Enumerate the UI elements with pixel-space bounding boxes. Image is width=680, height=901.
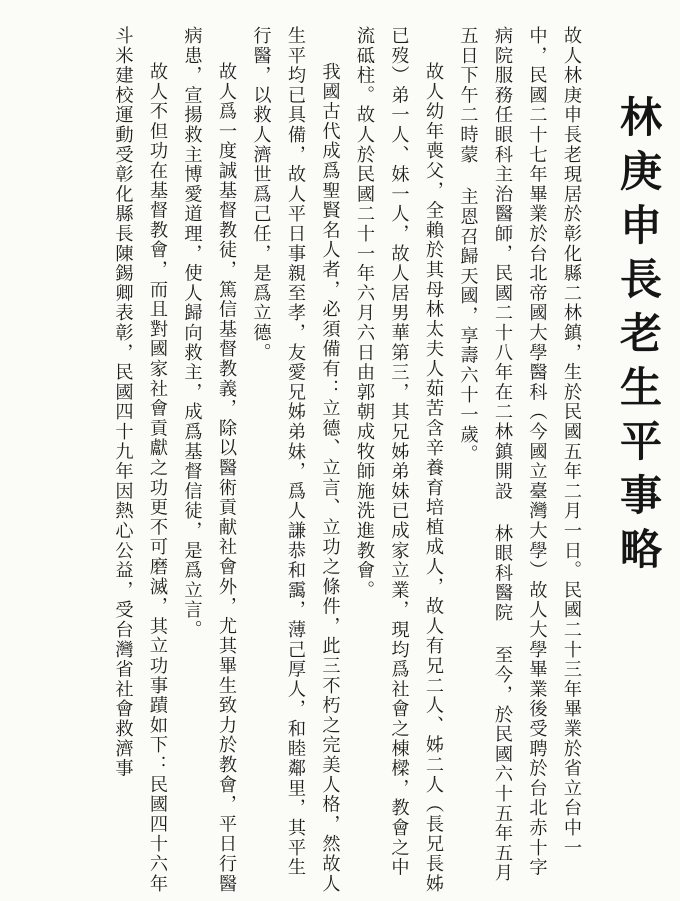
paragraph-family: 故人幼年喪父，全賴於其母林太夫人茹苦含辛養育培植成人，故人有兄二人、姊二人（長兄長姊已歿）弟一人、妹一人，故人居男華第三，其兄姊弟妹已成家立業，現均爲社會之棟樑，教會之中流砥柱。故人於民國二十一年六月六日由郭朝成牧師施洗進教會。: [354, 26, 444, 894]
document-title: 林庚申長老生平事略: [614, 95, 663, 581]
paragraph-virtue: 我國古代成爲聖賢名人者，必須備有：立德、立言、立功之條件，此三不朽之完美人格，然故人生平均已具備，故人平日事親至孝，友愛兄姊弟妹，爲人謙恭和靄，薄己厚人，和睦鄰里，其平生行醫，以救人濟世爲己任，是爲立德。: [250, 26, 341, 894]
paragraph-biography-intro: 故人林庚申長老現居於彰化縣二林鎮，生於民國五年二月一日。民國二十三年畢業於省立台中一中，民國二十七年畢業於台北帝國大學醫科（今國立臺灣大學）故人大學畢業後受聘於台北赤十字病院服務任眼科主治醫師，民國二十八年在二林鎮開設 林眼科醫院 至今，於民國六十五年五月五日下午二時蒙 主恩召歸天國，享壽六十一歲。: [457, 26, 582, 883]
paragraph-achievements: 故人不但功在基督教會，而且對國家社會貢獻之功更不可磨滅，其立功事蹟如下：民國四十六年斗米建校運動受彰化縣長陳錫卿表彰，民國四十九年因熱心公益，受台灣省社會救濟事: [112, 26, 168, 894]
paragraph-faith: 故人爲一度誠基督教徒，篤信基督教義，除以醫術貢献社會外，尤其畢生致力於教會，平日行醫病患，宣揚救主博愛道理，使人歸向救主，成爲基督信徒，是爲立言。: [181, 26, 237, 894]
document-body: [10, 26, 588, 894]
